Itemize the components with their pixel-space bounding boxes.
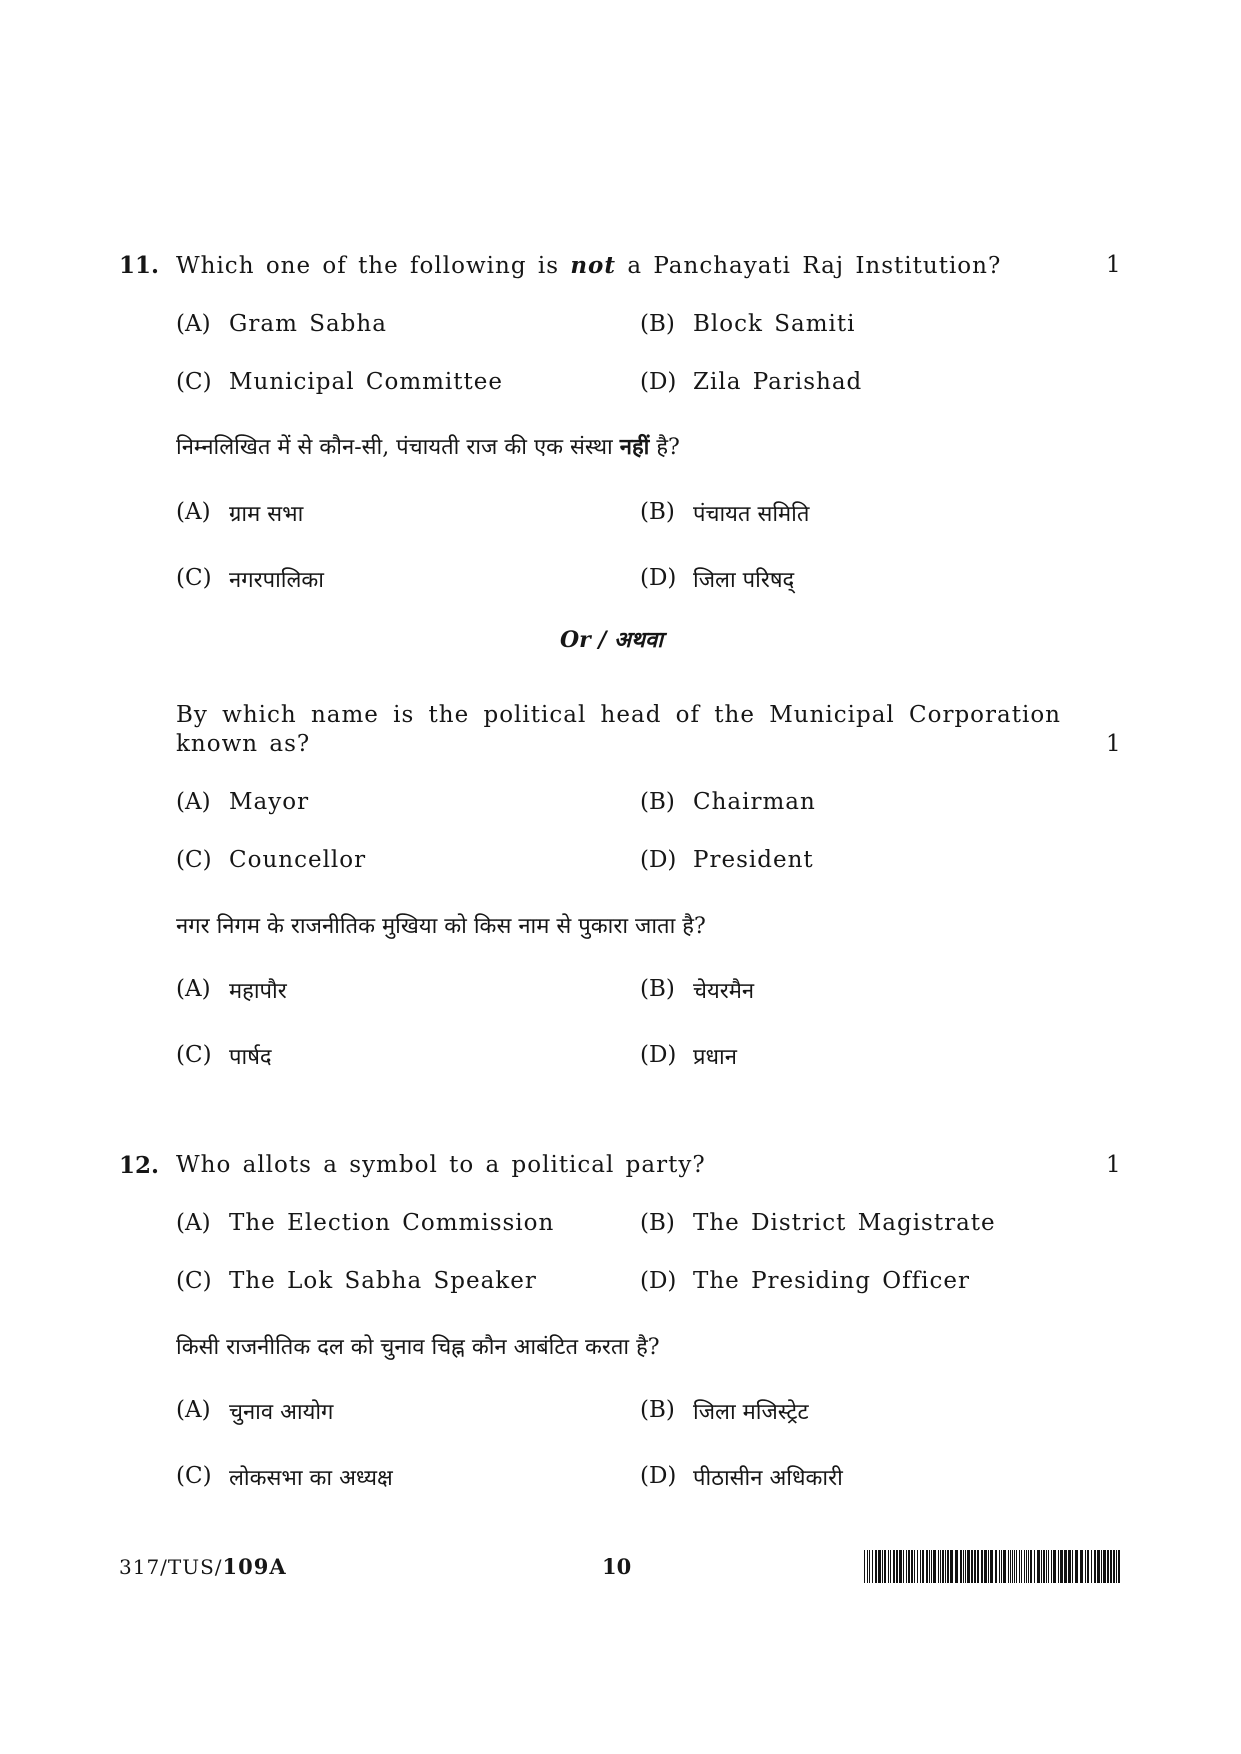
option-text-hindi: महापौर	[229, 979, 287, 1004]
option-label: (A)	[176, 976, 211, 1002]
option-label: (B)	[640, 789, 675, 815]
option-text: The Presiding Officer	[693, 1268, 970, 1294]
option-label: (D)	[640, 1463, 677, 1489]
option-label: (A)	[176, 789, 211, 815]
option-text: Zila Parishad	[693, 369, 863, 395]
emphasis-nahin: नहीं	[619, 434, 650, 460]
option-text-hindi: ग्राम सभा	[229, 502, 304, 527]
option-label: (C)	[176, 369, 212, 395]
option-text-hindi: पीठासीन अधिकारी	[693, 1466, 843, 1491]
option-text-hindi: जिला परिषद्	[693, 568, 795, 593]
option-text-hindi: पंचायत समिति	[693, 502, 810, 527]
question-text-continuation: known as?	[176, 731, 311, 757]
paper-code: 317/TUS/109A	[119, 1554, 287, 1579]
question-marks: 1	[1106, 1152, 1121, 1178]
option-label: (A)	[176, 311, 211, 337]
option-label: (B)	[640, 1210, 675, 1236]
question-marks: 1	[1106, 731, 1121, 757]
barcode-icon	[864, 1550, 1126, 1583]
option-label: (D)	[640, 847, 677, 873]
question-text: By which name is the political head of the Municipal Corporation	[176, 702, 1061, 728]
question-text-hindi: निम्नलिखित में से कौन-सी, पंचायती राज की एक संस्था नहीं है?	[176, 434, 680, 460]
option-text: Chairman	[693, 789, 816, 815]
option-label: (A)	[176, 1397, 211, 1423]
option-label: (D)	[640, 565, 677, 591]
option-text-hindi: चेयरमैन	[693, 979, 755, 1004]
question-text-hindi: किसी राजनीतिक दल को चुनाव चिह्न कौन आबंटित करता है?	[176, 1335, 660, 1360]
option-label: (A)	[176, 499, 211, 525]
option-label: (D)	[640, 1042, 677, 1068]
page-number: 10	[602, 1554, 632, 1579]
option-label: (C)	[176, 565, 212, 591]
option-label: (C)	[176, 1042, 212, 1068]
option-text: President	[693, 847, 814, 873]
option-text-hindi: चुनाव आयोग	[229, 1400, 334, 1425]
question-text-hindi: नगर निगम के राजनीतिक मुखिया को किस नाम से पुकारा जाता है?	[176, 914, 706, 939]
emphasis-not: not	[570, 252, 617, 279]
option-label: (B)	[640, 499, 675, 525]
option-text: The Election Commission	[229, 1210, 555, 1236]
question-text: Which one of the following is not a Panchayati Raj Institution?	[176, 252, 1002, 279]
option-text: Mayor	[229, 789, 310, 815]
option-text: Block Samiti	[693, 311, 856, 337]
option-text-hindi: जिला मजिस्ट्रेट	[693, 1400, 809, 1425]
option-label: (A)	[176, 1210, 211, 1236]
option-text-hindi: प्रधान	[693, 1045, 737, 1070]
option-label: (B)	[640, 1397, 675, 1423]
option-text: Municipal Committee	[229, 369, 504, 395]
option-label: (B)	[640, 311, 675, 337]
option-label: (C)	[176, 1268, 212, 1294]
option-label: (B)	[640, 976, 675, 1002]
option-text-hindi: पार्षद	[229, 1045, 272, 1070]
or-separator: Or / अथवा	[560, 627, 663, 653]
option-text: Councellor	[229, 847, 367, 873]
option-text: The District Magistrate	[693, 1210, 996, 1236]
option-text-hindi: नगरपालिका	[229, 568, 324, 593]
question-text: Who allots a symbol to a political party?	[176, 1152, 706, 1178]
question-number: 12.	[119, 1152, 160, 1179]
question-marks: 1	[1106, 252, 1121, 278]
option-label: (C)	[176, 1463, 212, 1489]
option-text: The Lok Sabha Speaker	[229, 1268, 537, 1294]
option-label: (D)	[640, 369, 677, 395]
question-number: 11.	[119, 252, 160, 279]
option-text: Gram Sabha	[229, 311, 387, 337]
option-label: (C)	[176, 847, 212, 873]
option-label: (D)	[640, 1268, 677, 1294]
option-text-hindi: लोकसभा का अध्यक्ष	[229, 1466, 393, 1491]
